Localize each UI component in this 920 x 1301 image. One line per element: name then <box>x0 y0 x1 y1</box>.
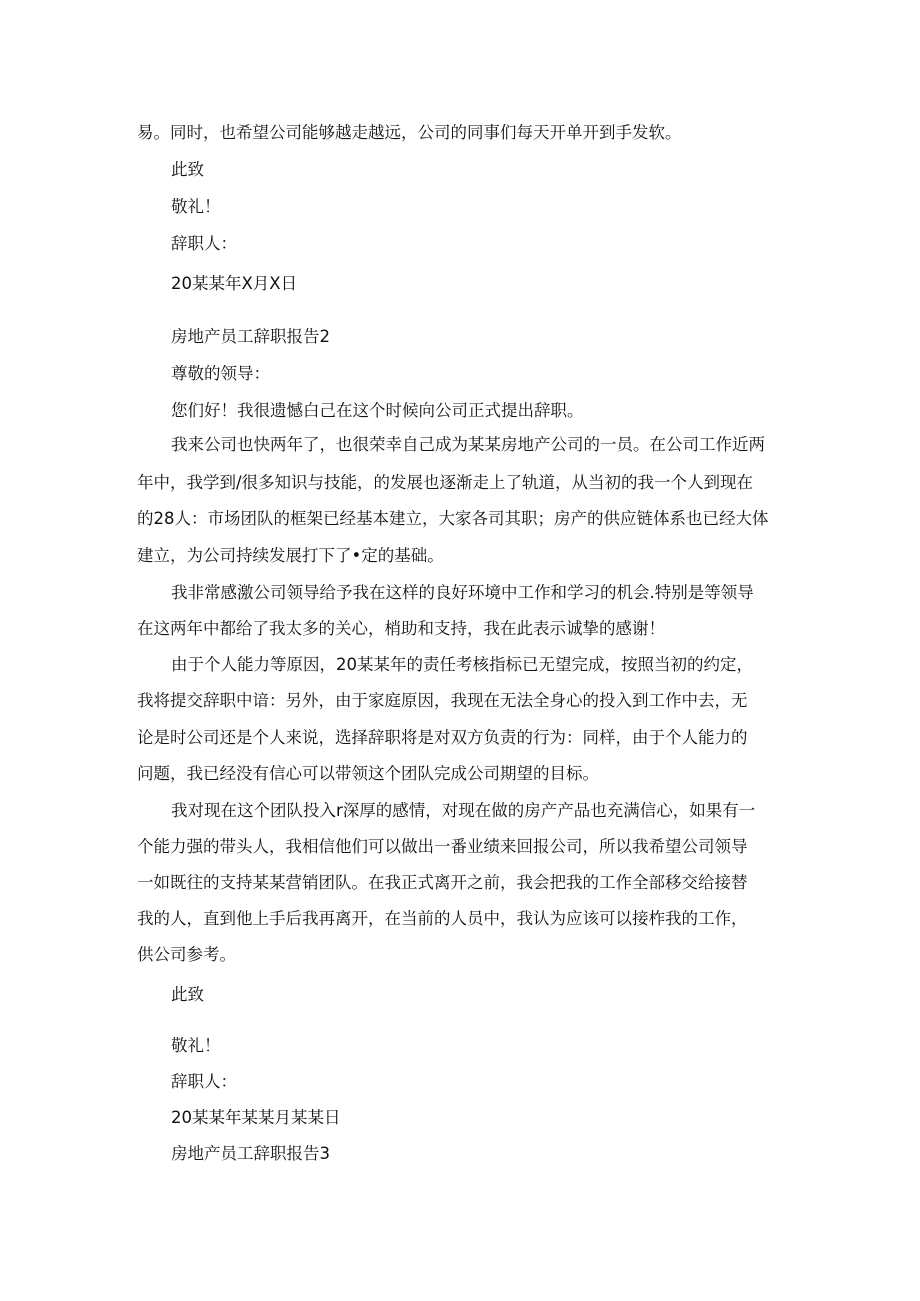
paragraph-line: 年中，我学到/很多知识与技能，的发展也逐渐走上了轨道，从当初的我一个人到现在 <box>137 473 754 492</box>
paragraph-line: 我来公司也快两年了，也很荣幸自己成为某某房地产公司的一员。在公司工作近两 <box>171 435 765 454</box>
date-line: 20某某年某某月某某日 <box>171 1108 341 1127</box>
greeting: 尊敬的领导： <box>171 364 270 383</box>
section-title: 房地产员工辞职报告3 <box>171 1144 330 1163</box>
paragraph-line: 建立，为公司持续发展打下了•定的基础。 <box>137 546 444 565</box>
paragraph-line: 论是时公司还是个人来说，选择辞职将是对双方负责的行为：同样，由于个人能力的 <box>137 728 748 747</box>
closing-salutation: 此致 <box>171 160 204 179</box>
paragraph-line: 的28人：市场团队的框架已经基本建立，大家各司其职；房产的供应链体系也已经大体 <box>137 509 769 528</box>
signer-label: 辞职人： <box>171 1072 237 1091</box>
paragraph-line: 一如既往的支持某某营销团队。在我正式离开之前，我会把我的工作全部移交给接替 <box>137 873 748 892</box>
paragraph-line: 个能力强的带头人，我相信他们可以做出一番业绩来回报公司，所以我希望公司领导 <box>137 837 748 856</box>
paragraph-line: 问题，我已经没有信心可以带领这个团队完成公司期望的目标。 <box>137 764 599 783</box>
paragraph-line: 供公司参考。 <box>137 945 236 964</box>
paragraph-line: 我将提交辞职中谙：另外，由于家庭原因，我现在无法全身心的投入到工作中去，无 <box>137 691 748 710</box>
paragraph-line: 我对现在这个团队投入r深厚的感情，对现在做的房产产品也充满信心，如果有一 <box>171 801 756 820</box>
signer-label: 辞职人： <box>171 234 237 253</box>
opening-line: 您们好！我很遗憾白己在这个时候向公司正式提出辞职。 <box>171 401 584 420</box>
closing-salutation: 此致 <box>171 985 204 1004</box>
paragraph-line: 我非常感激公司领导给予我在这样的良好环境中工作和学习的机会.特别是等领导 <box>171 583 754 602</box>
paragraph-line: 我的人，直到他上手后我再离开，在当前的人员中，我认为应该可以接柞我的工作， <box>137 909 748 928</box>
section-title: 房地产员工辞职报告2 <box>171 327 330 346</box>
closing-regards: 敬礼！ <box>171 197 221 216</box>
closing-regards: 敬礼！ <box>171 1036 221 1055</box>
paragraph-line: 由于个人能力等原因，20某某年的责任考核指标已无望完成，按照当初的约定， <box>171 655 753 674</box>
date-line: 20某某年X月X日 <box>171 274 298 293</box>
paragraph-line: 易。同时，也希望公司能够越走越远，公司的同事们每天开单开到手发软。 <box>137 123 682 142</box>
paragraph-line: 在这两年中都给了我太多的关心，梢助和支持，我在此表示诚挚的感谢！ <box>137 619 665 638</box>
